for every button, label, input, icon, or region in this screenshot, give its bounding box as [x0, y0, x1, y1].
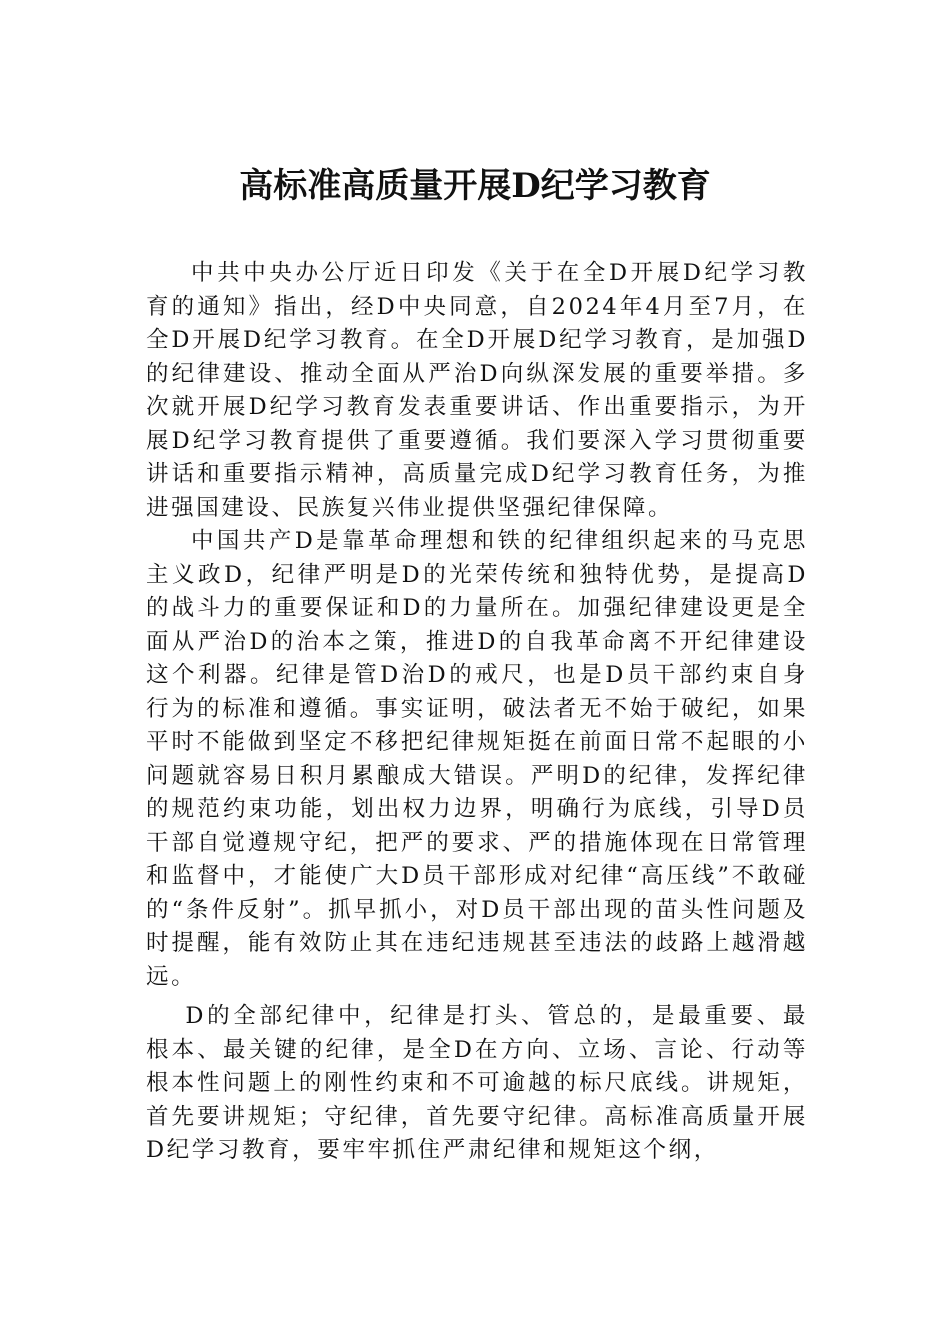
paragraph: 中国共产D是靠革命理想和铁的纪律组织起来的马克思主义政D，纪律严明是D的光荣传统和独特优势，是提高D的战斗力的重要保证和D的力量所在。加强纪律建设更是全面从严治D的治本之策，推进D的自我革命离不开纪律建设这个利器。纪律是管D治D的戒尺，也是D员干部约束自身行为的标准和遵循。事实证明，破法者无不始于破纪，如果平时不能做到坚定不移把纪律规矩挺在前面日常不起眼的小问题就容易日积月累酿成大错误。严明D的纪律，发挥纪律的规范约束功能，划出权力边界，明确行为底线，引导D员干部自觉遵规守纪，把严的要求、严的措施体现在日常管理和监督中，才能使广大D员干部形成对纪律“高压线”不敢碰的“条件反射”。抓早抓小，对D员干部出现的苗头性问题及时提醒，能有效防止其在违纪违规甚至违法的歧路上越滑越远。	[146, 528, 808, 990]
paragraph: 中共中央办公厅近日印发《关于在全D开展D纪学习教育的通知》指出，经D中央同意，自2024年4月至7月，在全D开展D纪学习教育。在全D开展D纪学习教育，是加强D的纪律建设、推动全面从严治D向纵深发展的重要举措。多次就开展D纪学习教育发表重要讲话、作出重要指示，为开展D纪学习教育提供了重要遵循。我们要深入学习贯彻重要讲话和重要指示精神，高质量完成D纪学习教育任务，为推进强国建设、民族复兴伟业提供坚强纪律保障。	[146, 260, 808, 521]
paragraph: D的全部纪律中，纪律是打头、管总的，是最重要、最根本、最关键的纪律，是全D在方向、立场、言论、行动等根本性问题上的刚性约束和不可逾越的标尺底线。讲规矩，首先要讲规矩；守纪律，首先要守纪律。高标准高质量开展D纪学习教育，要牢牢抓住严肃纪律和规矩这个纲，	[146, 1003, 808, 1163]
document-body	[146, 257, 808, 1168]
document-title: 高标准高质量开展D纪学习教育	[239, 166, 711, 206]
